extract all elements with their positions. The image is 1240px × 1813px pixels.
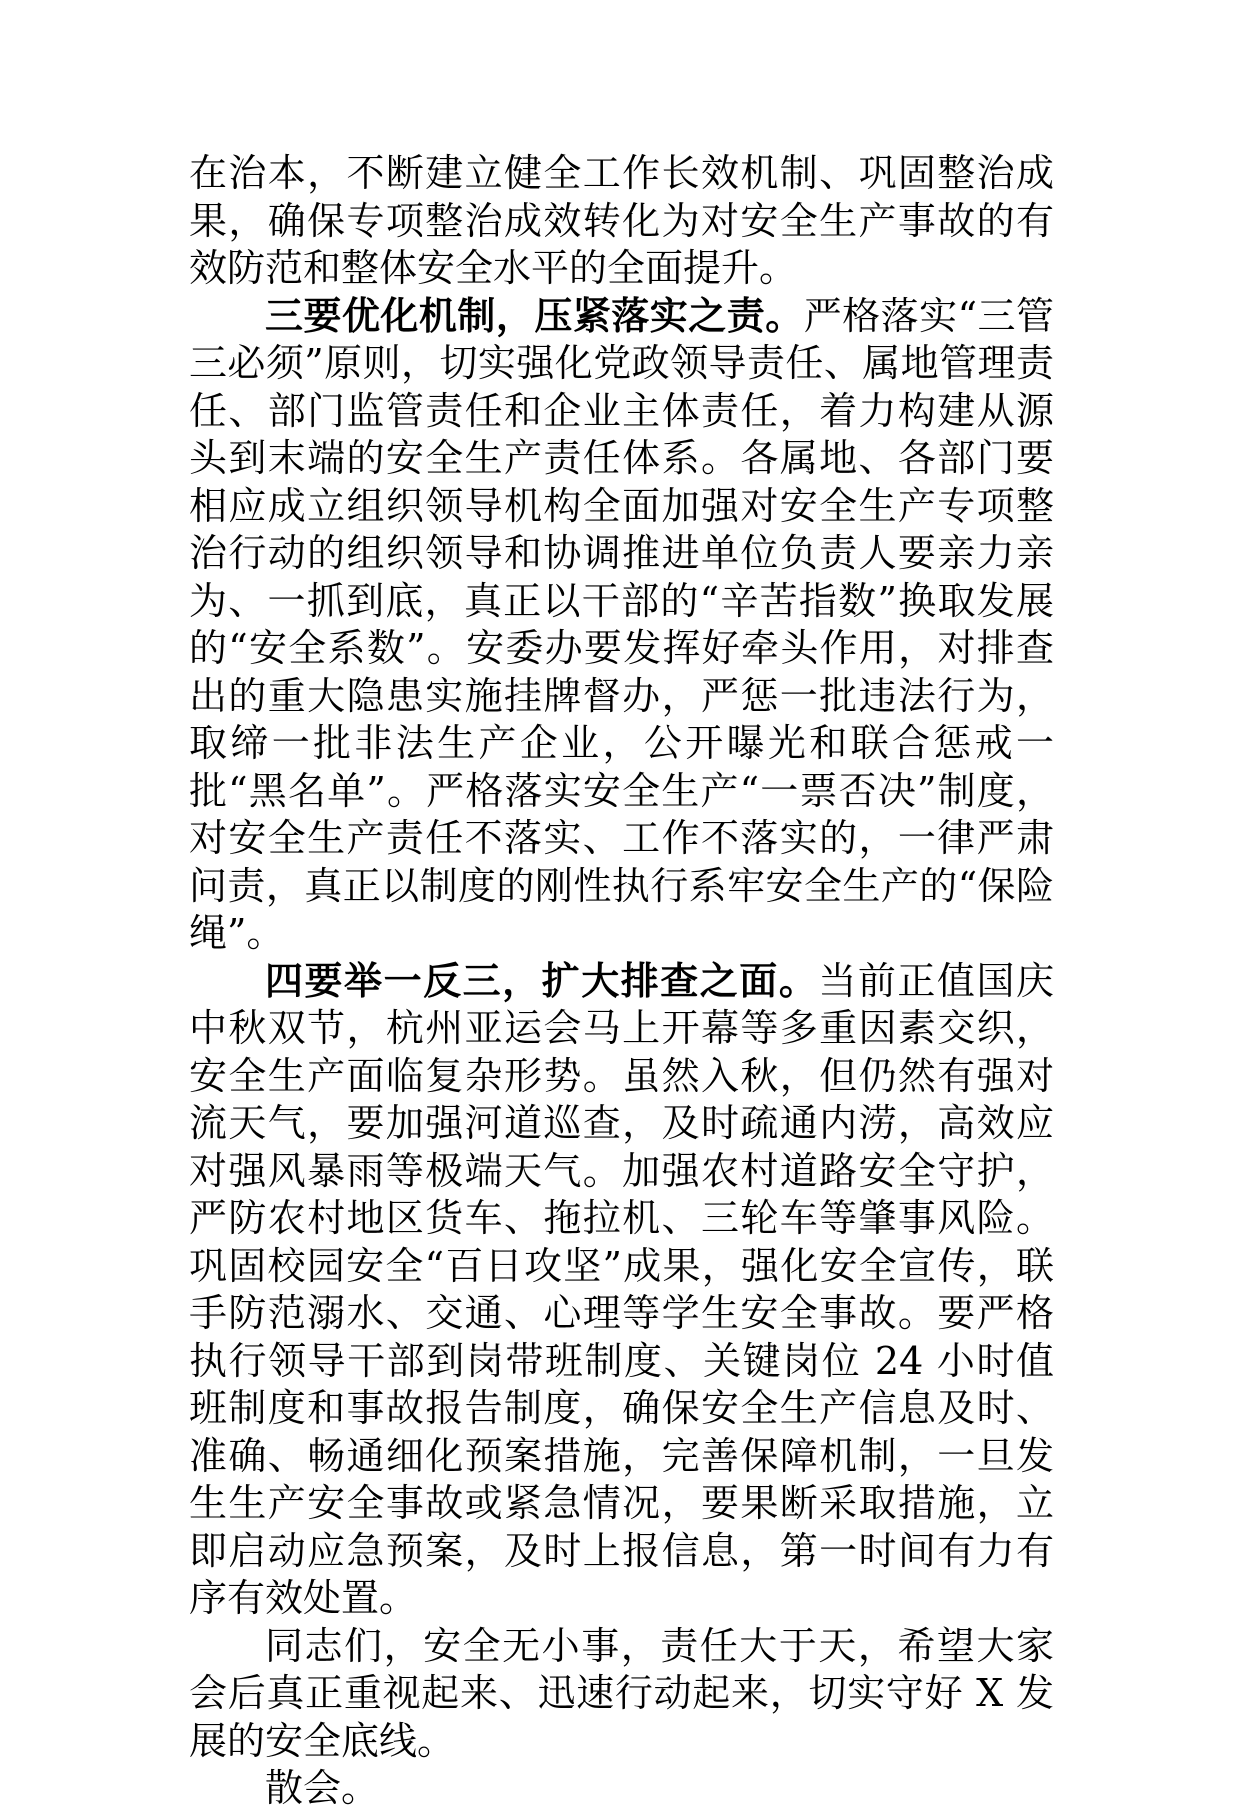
paragraph-adjourn <box>189 1765 1054 1813</box>
paragraph-lead-heading: 三要优化机制，压紧落实之责。 <box>265 293 804 338</box>
paragraph-text: 严格落实“三管三必须”原则，切实强化党政领导责任、属地管理责任、部门监管责任和企业主体责任，着力构建从源头到末端的安全生产责任体系。各属地、各部门要相应成立组织领导机构全面加强对安全生产专项整治行动的组织领导和协调推进单位负责人要亲力亲为、一抓到底，真正以干部的“辛苦指数”换取发展的“安全系数”。安委办要发挥好牵头作用，对排查出的重大隐患实施挂牌督办，严惩一批违法行为，取缔一批非法生产企业，公开曝光和联合惩戒一批“黑名单”。严格落实安全生产“一票否决”制度，对安全生产责任不落实、工作不落实的，一律严肃问责，真正以制度的刚性执行系牢安全生产的“保险绳”。 <box>189 293 1054 955</box>
document-page <box>189 150 1054 1813</box>
paragraph-text: 散会。 <box>265 1766 380 1810</box>
paragraph-text: 在治本，不断建立健全工作长效机制、巩固整治成果，确保专项整治成效转化为对安全生产事故的有效防范和整体安全水平的全面提升。 <box>189 151 1054 290</box>
paragraph-text: 当前正值国庆中秋双节，杭州亚运会马上开幕等多重因素交织，安全生产面临复杂形势。虽然入秋，但仍然有强对流天气，要加强河道巡查，及时疏通内涝，高效应对强风暴雨等极端天气。加强农村道路安全守护，严防农村地区货车、拖拉机、三轮车等肇事风险。巩固校园安全“百日攻坚”成果，强化安全宣传，联手防范溺水、交通、心理等学生安全事故。要严格执行领导干部到岗带班制度、关键岗位 24 小时值班制度和事故报告制度，确保安全生产信息及时、准确、畅通细化预案措施，完善保障机制，一旦发生生产安全事故或紧急情况，要果断采取措施，立即启动应急预案，及时上报信息，第一时间有力有序有效处置。 <box>189 958 1054 1620</box>
paragraph-closing-remarks <box>189 1623 1054 1766</box>
paragraph-lead-heading: 四要举一反三，扩大排查之面。 <box>265 958 819 1003</box>
paragraph-point-three <box>189 293 1054 958</box>
paragraph-continuation <box>189 150 1054 293</box>
paragraph-point-four <box>189 958 1054 1623</box>
paragraph-text: 同志们，安全无小事，责任大于天，希望大家会后真正重视起来、迅速行动起来，切实守好 X 发展的安全底线。 <box>189 1623 1054 1763</box>
